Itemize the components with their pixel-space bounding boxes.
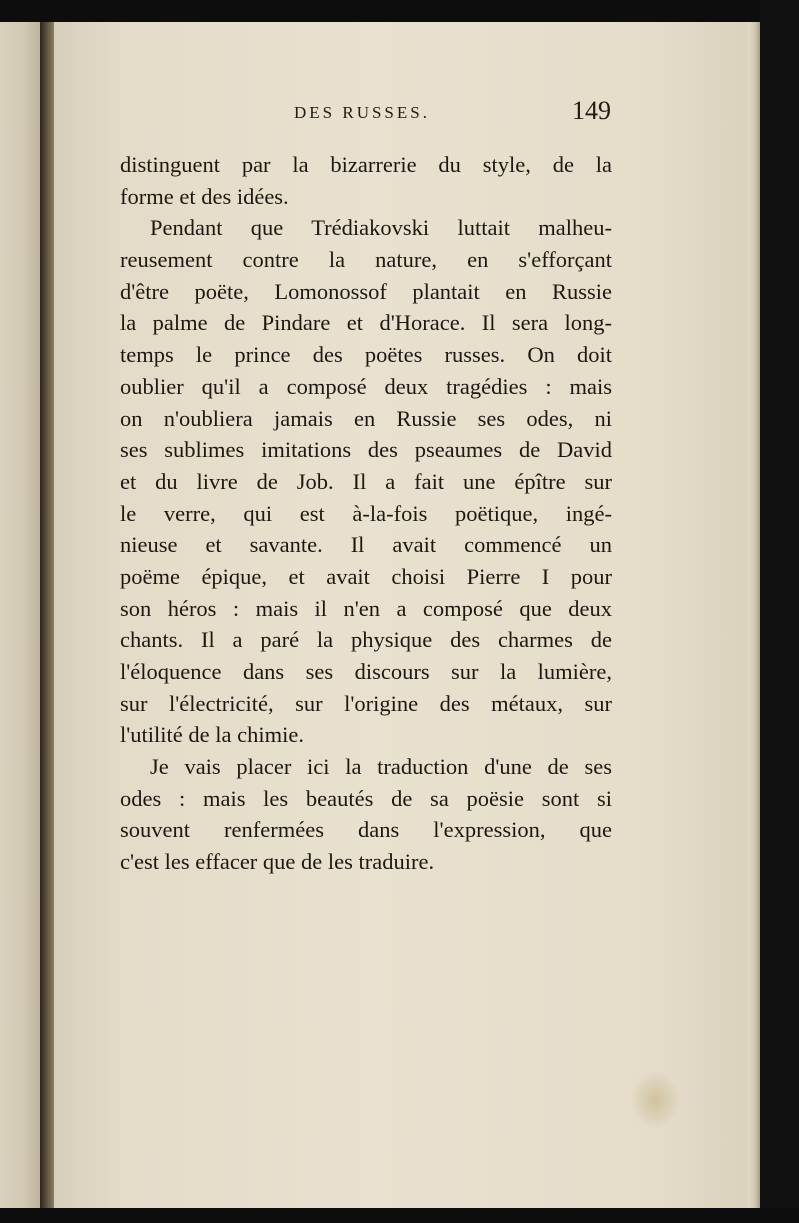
text-line: son héros : mais il n'en a composé que deux: [120, 595, 612, 621]
book-gutter: [40, 22, 54, 1208]
text-line: temps le prince des poëtes russes. On doit: [120, 342, 612, 368]
scan-border-bottom: [0, 1208, 799, 1223]
text-line: nieuse et savante. Il avait commencé un: [120, 532, 612, 558]
text-line: la palme de Pindare et d'Horace. Il sera long-: [120, 310, 612, 336]
text-line: poëme épique, et avait choisi Pierre I pour: [120, 563, 612, 589]
text-line: c'est les effacer que de les traduire.: [120, 849, 435, 875]
text-line: sur l'électricité, sur l'origine des métaux, sur: [120, 690, 612, 716]
text-line: distinguent par la bizarrerie du style, de la: [120, 152, 612, 177]
paragraph: [120, 751, 612, 878]
paragraph: [120, 149, 612, 212]
body-text: [120, 149, 612, 878]
page-number: 149: [572, 96, 611, 125]
text-line: souvent renfermées dans l'expression, que: [120, 817, 612, 843]
text-line: reusement contre la nature, en s'efforçant: [120, 247, 612, 273]
scan-border-top: [0, 0, 799, 22]
text-line: oublier qu'il a composé deux tragédies : mais: [120, 373, 612, 399]
running-head: DES RUSSES.: [294, 103, 430, 122]
text-line: le verre, qui est à-la-fois poëtique, ingé-: [120, 500, 612, 526]
text-line: on n'oubliera jamais en Russie ses odes, ni: [120, 405, 612, 431]
text-line: et du livre de Job. Il a fait une épître sur: [120, 468, 612, 494]
scan-border-right: [760, 0, 799, 1223]
text-line: d'être poëte, Lomonossof plantait en Russie: [120, 278, 612, 304]
foxing-stain: [630, 1070, 680, 1130]
paragraph: [120, 212, 612, 751]
text-line: Pendant que Trédiakovski luttait malheu-: [150, 215, 612, 241]
text-line: Je vais placer ici la traduction d'une de ses: [150, 754, 612, 780]
page-fore-edge: [748, 22, 760, 1208]
text-line: chants. Il a paré la physique des charmes de: [120, 627, 612, 653]
text-line: ses sublimes imitations des pseaumes de David: [120, 437, 612, 463]
text-line: forme et des idées.: [120, 183, 289, 209]
text-line: odes : mais les beautés de sa poësie sont si: [120, 785, 612, 811]
text-line: l'éloquence dans ses discours sur la lumière,: [120, 659, 612, 684]
facing-page-edge: [0, 22, 40, 1208]
text-line: l'utilité de la chimie.: [120, 722, 304, 748]
